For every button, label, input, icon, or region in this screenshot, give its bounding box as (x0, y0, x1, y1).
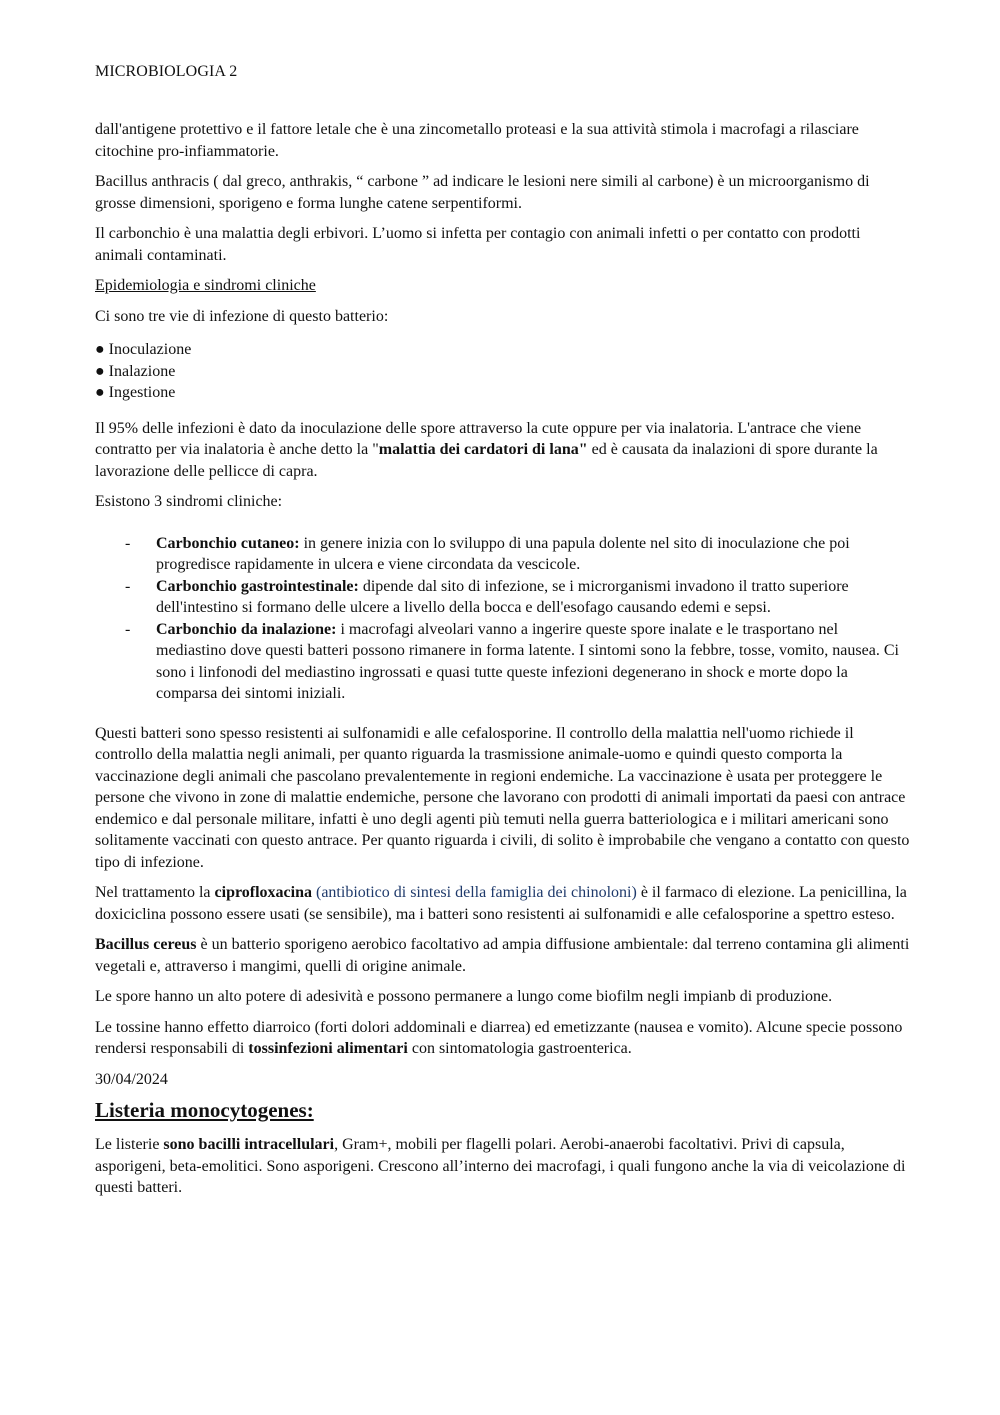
paragraph (95, 882, 910, 925)
paragraph: Bacillus anthracis ( dal greco, anthrakis, “ carbone ” ad indicare le lesioni nere simili al carbone) è un microorganismo di grosse dimensioni, sporigeno e forma lunghe catene serpentiformi. (95, 173, 870, 212)
text-span: Le listerie (95, 1136, 164, 1153)
bullet-item: ● Inalazione (95, 362, 176, 380)
paragraph: dall'antigene protettivo e il fattore letale che è una zincometallo proteasi e la sua attività stimola i macrofagi a rilasciare citochine pro-infiammatorie. (95, 121, 859, 160)
bold-term: Carbonchio cutaneo: (156, 534, 300, 552)
paragraph (95, 1017, 910, 1060)
bullet-list (95, 339, 910, 404)
bold-term: tossinfezioni alimentari (248, 1040, 408, 1057)
page-header: MICROBIOLOGIA 2 (95, 63, 238, 80)
bold-term: Bacillus cereus (95, 936, 197, 953)
syndrome-list (95, 533, 910, 705)
text-span: è un batterio sporigeno aerobico facoltativo ad ampia diffusione ambientale: dal terreno contamina gli alimenti vegetali e, attraverso i mangimi, quelli di origine animale. (95, 936, 910, 975)
paragraph: Il carbonchio è una malattia degli erbivori. L’uomo si infetta per contagio con animali infetti o per contatto con prodotti animali contaminati. (95, 225, 861, 264)
text-span: Il 95% delle infezioni è dato da inoculazione delle spore attraverso la cute oppure per via inalatoria. L'antrace che viene contratto per via inalatoria è anche detto la " (95, 419, 862, 458)
bold-term: Carbonchio gastrointestinale: (156, 577, 359, 595)
text-span: con sintomatologia gastroenterica. (407, 1040, 632, 1057)
section-subheading: Epidemiologia e sindromi cliniche (95, 277, 316, 294)
bold-term: sono bacilli intracellulari (163, 1136, 335, 1153)
text-span: Le tossine hanno effetto diarroico (forti dolori addominali e diarrea) ed emetizzante (nausea e vomito). Alcune specie possono rendersi responsabili di (95, 1018, 903, 1057)
paragraph: Le spore hanno un alto potere di adesività e possono permanere a lungo come biofilm negli impianb di produzione. (95, 988, 833, 1005)
paragraph: Questi batteri sono spesso resistenti ai sulfonamidi e alle cefalosporine. Il controllo della malattia nell'uomo richiede il controllo della malattia negli animali, per quanto riguarda la trasmissione animale-uomo e quindi questo comporta la vaccinazione degli animali che pascolano prevalentemente in regioni endemiche. La vaccinazione è usata per proteggere le persone che vivono in zone di malattie endemiche, persone che lavorano con prodotti di animali importati da paesi con antrace endemico e dal personale militare, infatti è uno degli agenti più temuti nella guerra batteriologica e i militari americani sono solitamente vaccinati con questo antrace. Per quanto riguarda i civili, di solito è improbabile che vengano a contatto con questo tipo di infezione. (95, 724, 910, 871)
bold-term: Carbonchio da inalazione: (156, 620, 337, 638)
section-title: Listeria monocytogenes: (95, 1098, 314, 1122)
dash-marker: - (125, 577, 131, 595)
date-line: 30/04/2024 (95, 1070, 168, 1088)
bold-term: ciprofloxacina (214, 884, 312, 901)
text-span: in genere inizia con lo sviluppo di una papula dolente nel sito di inoculazione che poi progredisce rapidamente in ulcera e viene circondata da vescicole. (156, 534, 850, 573)
dash-marker: - (125, 534, 131, 552)
paragraph (95, 1134, 910, 1199)
paragraph (95, 934, 910, 977)
text-span: dipende dal sito di infezione, se i microrganismi invadono il tratto superiore dell'intestino si formano delle ulcere a livello della bocca e dell'esofago causando edemi e sepsi. (156, 577, 849, 616)
text-span: , Gram+, mobili per flagelli polari. Aerobi-anaerobi facoltativi. Privi di capsula, asporigeni, beta-emolitici. Sono asporigeni. Crescono all’interno dei macrofagi, i quali fungono anche la via di veicolazione di questi batteri. (95, 1136, 906, 1196)
text-span: è il farmaco di elezione. La penicillina, la doxiciclina possono essere usati (se sensibile), ma i batteri sono resistenti ai sulfonamidi e alle cefalosporine a spettro esteso. (95, 884, 907, 923)
list-item (95, 576, 910, 619)
paragraph: Esistono 3 sindromi cliniche: (95, 493, 283, 510)
dash-marker: - (125, 620, 131, 638)
document-body (95, 119, 910, 1208)
text-span: i macrofagi alveolari vanno a ingerire queste spore inalate e le trasportano nel mediastino dove questi batteri possono rimanere in forma latente. I sintomi sono la febbre, tosse, vomito, nausea. Ci sono i linfonodi del mediastino ingrossati e quasi tutte queste infezioni degenerano in shock e morte dopo la comparsa dei sintomi iniziali. (156, 620, 899, 702)
bullet-item: ● Ingestione (95, 384, 176, 401)
colored-note: (antibiotico di sintesi della famiglia dei chinoloni) (312, 884, 637, 901)
paragraph: Ci sono tre vie di infezione di questo batterio: (95, 307, 389, 325)
text-span: Nel trattamento la (95, 884, 215, 901)
text-span: ed è causata da inalazioni di spore durante la lavorazione delle pellicce di capra. (95, 441, 878, 480)
bullet-item: ● Inoculazione (95, 341, 192, 358)
paragraph (95, 418, 910, 483)
list-item (95, 619, 910, 705)
bold-term: malattia dei cardatori di lana" (378, 441, 588, 458)
list-item (95, 533, 910, 576)
